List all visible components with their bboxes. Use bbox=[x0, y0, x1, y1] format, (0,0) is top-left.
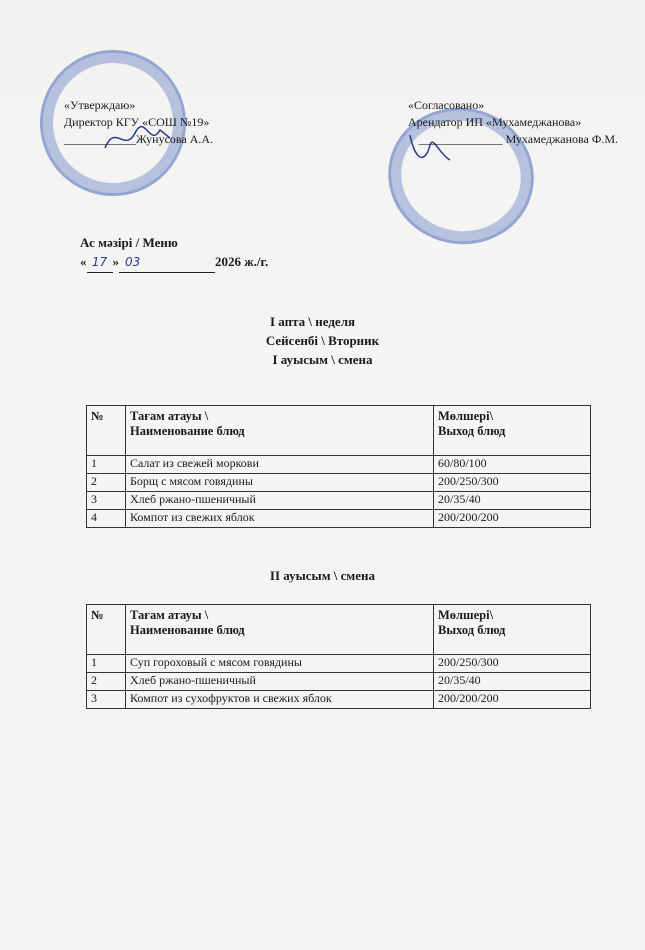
table-row bbox=[87, 655, 591, 673]
approval-left-signatory: ____________Жунусова А.А. bbox=[64, 132, 214, 146]
header-dish-name bbox=[126, 406, 434, 456]
row-dish: Салат из свежей моркови bbox=[126, 456, 434, 474]
approval-block-right bbox=[408, 97, 618, 148]
day-label: Сейсенбі \ Вторник bbox=[265, 333, 380, 348]
row-num: 4 bbox=[87, 510, 126, 528]
header-output-ru: Выход блюд bbox=[438, 623, 506, 637]
approval-right-heading: «Согласовано» bbox=[408, 98, 485, 112]
row-output: 200/250/300 bbox=[434, 655, 591, 673]
table-header-row bbox=[87, 406, 591, 456]
row-output: 200/200/200 bbox=[434, 510, 591, 528]
header-num: № bbox=[87, 605, 126, 655]
shift1-title: I ауысым \ смена bbox=[272, 352, 373, 367]
day-heading bbox=[0, 312, 645, 369]
row-num: 2 bbox=[87, 474, 126, 492]
row-num: 1 bbox=[87, 456, 126, 474]
approval-right-signatory: ______________ Мухамеджанова Ф.М. bbox=[418, 132, 618, 146]
row-output: 200/250/300 bbox=[434, 474, 591, 492]
row-num: 3 bbox=[87, 492, 126, 510]
row-output: 20/35/40 bbox=[434, 492, 591, 510]
date-close-quote: » bbox=[112, 254, 119, 269]
header-num: № bbox=[87, 406, 126, 456]
row-num: 1 bbox=[87, 655, 126, 673]
shift1-menu-table bbox=[86, 405, 591, 528]
row-output: 60/80/100 bbox=[434, 456, 591, 474]
approval-block-left bbox=[64, 97, 213, 148]
header-output-kz: Мөлшері\ bbox=[438, 409, 494, 423]
row-dish: Компот из сухофруктов и свежих яблок bbox=[126, 691, 434, 709]
row-dish: Хлеб ржано-пшеничный bbox=[126, 673, 434, 691]
approval-right-position: Арендатор ИП «Мухамеджанова» bbox=[408, 115, 582, 129]
header-dish-name-kz: Тағам атауы \ bbox=[130, 608, 209, 622]
row-dish: Суп гороховый с мясом говядины bbox=[126, 655, 434, 673]
row-output: 200/200/200 bbox=[434, 691, 591, 709]
header-output bbox=[434, 406, 591, 456]
approval-left-heading: «Утверждаю» bbox=[64, 98, 136, 112]
date-open-quote: « bbox=[80, 254, 87, 269]
header-output-kz: Мөлшері\ bbox=[438, 608, 494, 622]
row-dish: Компот из свежих яблок bbox=[126, 510, 434, 528]
header-output-ru: Выход блюд bbox=[438, 424, 506, 438]
menu-date bbox=[80, 252, 268, 273]
date-year: 2026 ж./г. bbox=[215, 254, 269, 269]
shift2-title: II ауысым \ смена bbox=[269, 568, 376, 583]
approval-left-position: Директор КГУ «СОШ №19» bbox=[64, 115, 210, 129]
header-dish-name-ru: Наименование блюд bbox=[130, 424, 245, 438]
date-month: 03 bbox=[119, 253, 215, 273]
header-dish-name-kz: Тағам атауы \ bbox=[130, 409, 209, 423]
header-dish-name-ru: Наименование блюд bbox=[130, 623, 245, 637]
row-num: 2 bbox=[87, 673, 126, 691]
row-num: 3 bbox=[87, 691, 126, 709]
table-row bbox=[87, 456, 591, 474]
table-row bbox=[87, 510, 591, 528]
header-output bbox=[434, 605, 591, 655]
table-row bbox=[87, 474, 591, 492]
table-row bbox=[87, 492, 591, 510]
table-row bbox=[87, 691, 591, 709]
row-dish: Борщ с мясом говядины bbox=[126, 474, 434, 492]
table-header-row bbox=[87, 605, 591, 655]
row-output: 20/35/40 bbox=[434, 673, 591, 691]
row-dish: Хлеб ржано-пшеничный bbox=[126, 492, 434, 510]
date-day: 17 bbox=[87, 253, 113, 273]
week-label: I апта \ неделя bbox=[269, 314, 356, 329]
table-row bbox=[87, 673, 591, 691]
header-dish-name bbox=[126, 605, 434, 655]
menu-title: Ас мәзірі / Меню bbox=[80, 235, 178, 250]
shift2-menu-table bbox=[86, 604, 591, 709]
